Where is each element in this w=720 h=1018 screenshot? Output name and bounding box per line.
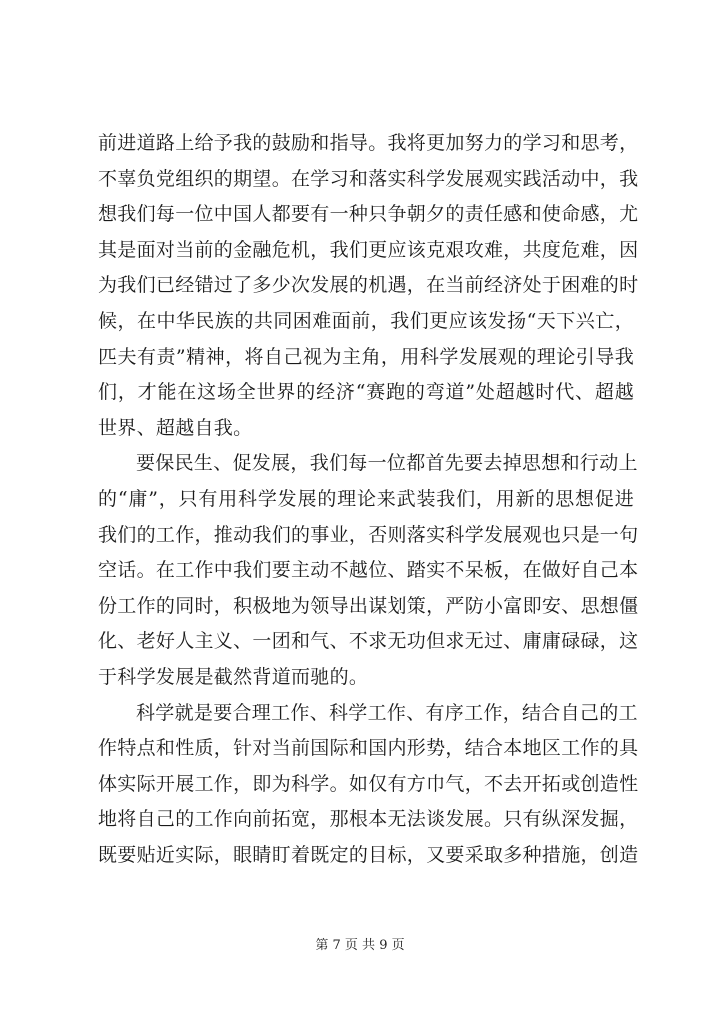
text-line: 体实际开展工作，即为科学。如仅有方巾气，不去开拓或创造性: [98, 772, 639, 795]
text-line: 候，在中华民族的共同困难面前，我们更应该发扬“天下兴亡，: [98, 309, 634, 332]
text-line: 世界、超越自我。: [98, 416, 253, 439]
text-line: 的“庸”，只有用科学发展的理论来武装我们，用新的思想促进: [98, 487, 634, 510]
text-line: 既要贴近实际，眼睛盯着既定的目标，又要采取多种措施，创造: [98, 843, 639, 866]
text-line: 科学就是要合理工作、科学工作、有序工作，结合自己的工: [136, 701, 638, 724]
page-number-label: 第 7 页 共 9 页: [315, 938, 405, 953]
body-text: [98, 126, 639, 873]
page-footer: [0, 936, 720, 956]
text-line: 不辜负党组织的期望。在学习和落实科学发展观实践活动中，我: [98, 167, 639, 190]
text-line: 份工作的同时，积极地为领导出谋划策，严防小富即安、思想僵: [98, 594, 639, 617]
text-line: 前进道路上给予我的鼓励和指导。我将更加努力的学习和思考，: [98, 132, 639, 154]
text-line: 其是面对当前的金融危机，我们更应该克艰攻难，共度危难，因: [98, 238, 639, 261]
text-line: 我们的工作，推动我们的事业，否则落实科学发展观也只是一句: [98, 523, 639, 546]
text-line: 们，才能在这场全世界的经济“赛跑的弯道”处超越时代、超越: [98, 381, 634, 404]
text-line: 地将自己的工作向前拓宽，那根本无法谈发展。只有纵深发掘，: [98, 808, 639, 831]
text-line: 想我们每一位中国人都要有一种只争朝夕的责任感和使命感，尤: [98, 203, 639, 226]
text-line: 作特点和性质，针对当前国际和国内形势，结合本地区工作的具: [98, 737, 639, 760]
text-line: 要保民生、促发展，我们每一位都首先要去掉思想和行动上: [136, 452, 638, 475]
text-line: 于科学发展是截然背道而驰的。: [98, 665, 369, 688]
text-line: 为我们已经错过了多少次发展的机遇，在当前经济处于困难的时: [98, 274, 639, 297]
text-line: 化、老好人主义、一团和气、不求无功但求无过、庸庸碌碌，这: [98, 630, 639, 653]
text-line: 空话。在工作中我们要主动不越位、踏实不呆板，在做好自己本: [98, 559, 639, 582]
text-line: 匹夫有责”精神，将自己视为主角，用科学发展观的理论引导我: [98, 345, 634, 368]
